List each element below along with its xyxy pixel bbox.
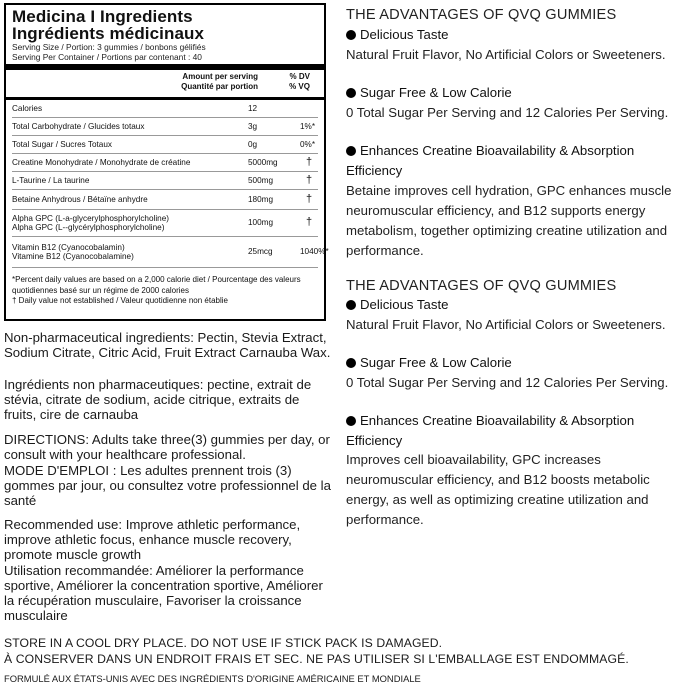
panel-title-fr: Ingrédients médicinaux [12, 24, 205, 43]
footnote-percent: *Percent daily values are based on a 2,000 calorie diet / Pourcentage des valeurs quotidiennes basé sur un régime de 2000 calories [12, 275, 301, 295]
nutrient-dv: † [306, 155, 313, 168]
nutrient-dv: 1040%* [300, 247, 329, 257]
benefit-text-creatine-2: Improves cell bioavailability, GPC increases neuromuscular efficiency, and B12 boosts metabolic energy, as well as optimizing creatine utilization and performance. [346, 452, 650, 527]
nutrient-name: Creatine Monohydrate / Monohydrate de créatine [12, 157, 191, 167]
advantages-title-2: THE ADVANTAGES OF QVQ GUMMIES [346, 278, 617, 294]
directions-fr [4, 463, 334, 508]
nutrient-row [12, 172, 318, 190]
nutrient-row [12, 118, 318, 136]
nutrient-row [12, 136, 318, 154]
nonpharm-fr-text: pectine, extrait de stévia, citrate de sodium, acide citrique, extraits de fruits, cire de carnauba [4, 377, 312, 422]
header-amount: Amount per serving Quantité par portion [181, 72, 258, 91]
benefit-heading-taste-1 [346, 25, 676, 45]
nutrient-row [12, 237, 329, 268]
directions-en [4, 432, 334, 462]
recommended-use-fr [4, 563, 334, 623]
nutrient-amount: 5000mg [248, 157, 278, 167]
bullet-icon [346, 146, 356, 156]
nutrient-amount: 500mg [248, 175, 274, 185]
nutrient-amount: 3g [248, 121, 258, 131]
serving-size: Serving Size / Portion: 3 gummies / bonbons gélifiés [12, 42, 206, 52]
footnote-dagger: † Daily value not established / Valeur quotidienne non établie [12, 296, 228, 305]
benefit-heading-text: Enhances Creatine Bioavailability & Absorption Efficiency [346, 143, 635, 178]
nutrient-name: Vitamin B12 (Cyanocobalamin) Vitamine B12 (Cyanocobalamine) [12, 242, 134, 261]
nutrient-dv: † [306, 216, 313, 229]
mode-text: Les adultes prennent trois (3) gommes par jour, ou consultez votre professionnel de la santé [4, 463, 331, 508]
nutrient-name: Alpha GPC (L-a-glycerylphosphorylcholine) Alpha GPC (L--glycérylphosphorylcholine) [12, 213, 169, 232]
benefit-heading-creatine-1 [346, 141, 676, 181]
benefit-text-sugar-1: 0 Total Sugar Per Serving and 12 Calories Per Serving. [346, 105, 669, 120]
benefit-heading-text: Sugar Free & Low Calorie [360, 85, 512, 100]
nutrient-name: Total Carbohydrate / Glucides totaux [12, 121, 145, 131]
panel-title-en: Medicina I Ingredients [12, 7, 193, 26]
nutrient-row [12, 190, 318, 210]
nonpharm-text: Pectin, Stevia Extract, Sodium Citrate, Citric Acid, Fruit Extract Carnauba Wax. [4, 330, 331, 360]
use-fr-label: Utilisation recommandée: [4, 563, 153, 578]
nutrient-row [12, 100, 318, 118]
header-dv: % DV % VQ [289, 72, 310, 91]
nutrient-amount: 0g [248, 139, 258, 149]
benefit-text-creatine-1: Betaine improves cell hydration, GPC enhances muscle neuromuscular efficiency, and B12 supports energy metabolism, together optimizing creatine utilization and performance. [346, 183, 672, 258]
servings-per-container: Serving Per Container / Portions par contenant : 40 [12, 52, 202, 62]
nutrient-amount: 180mg [248, 194, 274, 204]
benefit-heading-text: Sugar Free & Low Calorie [360, 355, 512, 370]
nutrient-amount: 25mcg [248, 247, 273, 257]
nutrient-name: Betaine Anhydrous / Bétaïne anhydre [12, 194, 148, 204]
nutrient-amount: 100mg [248, 218, 274, 228]
benefit-heading-text: Enhances Creatine Bioavailability & Absorption Efficiency [346, 413, 635, 448]
use-label: Recommended use: [4, 517, 123, 532]
advantages-title-1: THE ADVANTAGES OF QVQ GUMMIES [346, 7, 617, 23]
formulation-origin: FORMULÉ AUX ÉTATS-UNIS AVEC DES INGRÉDIENTS D'ORIGINE AMÉRICAINE ET MONDIALE [4, 673, 421, 684]
benefit-heading-text: Delicious Taste [360, 297, 449, 312]
nutrient-row [12, 210, 318, 237]
benefit-heading-text: Delicious Taste [360, 27, 449, 42]
nutrient-dv: 1%* [300, 121, 316, 131]
benefit-text-sugar-2: 0 Total Sugar Per Serving and 12 Calories Per Serving. [346, 375, 669, 390]
nutrient-name: Calories [12, 103, 43, 113]
nutrient-name: L-Taurine / La taurine [12, 175, 90, 185]
nutrient-dv: † [306, 192, 313, 205]
bullet-icon [346, 416, 356, 426]
nonpharm-fr-label: Ingrédients non pharmaceutiques: [4, 377, 204, 392]
bullet-icon [346, 88, 356, 98]
storage-warning-en: STORE IN A COOL DRY PLACE. DO NOT USE IF STICK PACK IS DAMAGED. [4, 636, 443, 650]
nutrient-row [12, 154, 318, 172]
benefit-text-taste-2: Natural Fruit Flavor, No Artificial Colors or Sweeteners. [346, 317, 666, 332]
benefit-heading-sugar-2 [346, 353, 676, 373]
nutrient-dv: † [306, 173, 313, 186]
supplement-facts-panel [4, 3, 329, 321]
benefit-heading-sugar-1 [346, 83, 676, 103]
nutrient-name: Total Sugar / Sucres Totaux [12, 139, 112, 149]
nonpharm-ingredients-en [4, 330, 334, 360]
table-header [12, 70, 318, 96]
directions-text: Adults take three(3) gummies per day, or consult with your healthcare professional. [4, 432, 330, 462]
benefit-text-taste-1: Natural Fruit Flavor, No Artificial Colors or Sweeteners. [346, 47, 666, 62]
storage-warning-fr: À CONSERVER DANS UN ENDROIT FRAIS ET SEC. NE PAS UTILISER SI L'EMBALLAGE EST ENDOMMAGÉ. [4, 652, 629, 666]
bullet-icon [346, 30, 356, 40]
nutrient-rows [12, 100, 329, 268]
use-fr-text: Améliorer la performance sportive, Améliorer la concentration sportive, Améliorer la récupération musculaire, Favoriser la croissance musculaire [4, 563, 323, 623]
nutrient-dv: 0%* [300, 139, 316, 149]
nonpharm-label: Non-pharmaceutical ingredients: [4, 330, 194, 345]
bullet-icon [346, 300, 356, 310]
mode-label: MODE D'EMPLOI : [4, 463, 117, 478]
nonpharm-ingredients-fr [4, 377, 334, 422]
bullet-icon [346, 358, 356, 368]
benefit-heading-taste-2 [346, 295, 676, 315]
benefit-heading-creatine-2 [346, 411, 676, 451]
recommended-use-en [4, 517, 334, 562]
directions-label: DIRECTIONS: [4, 432, 89, 447]
nutrient-amount: 12 [248, 103, 258, 113]
use-text: Improve athletic performance, improve athletic focus, enhance muscle recovery, promote muscle growth [4, 517, 301, 562]
